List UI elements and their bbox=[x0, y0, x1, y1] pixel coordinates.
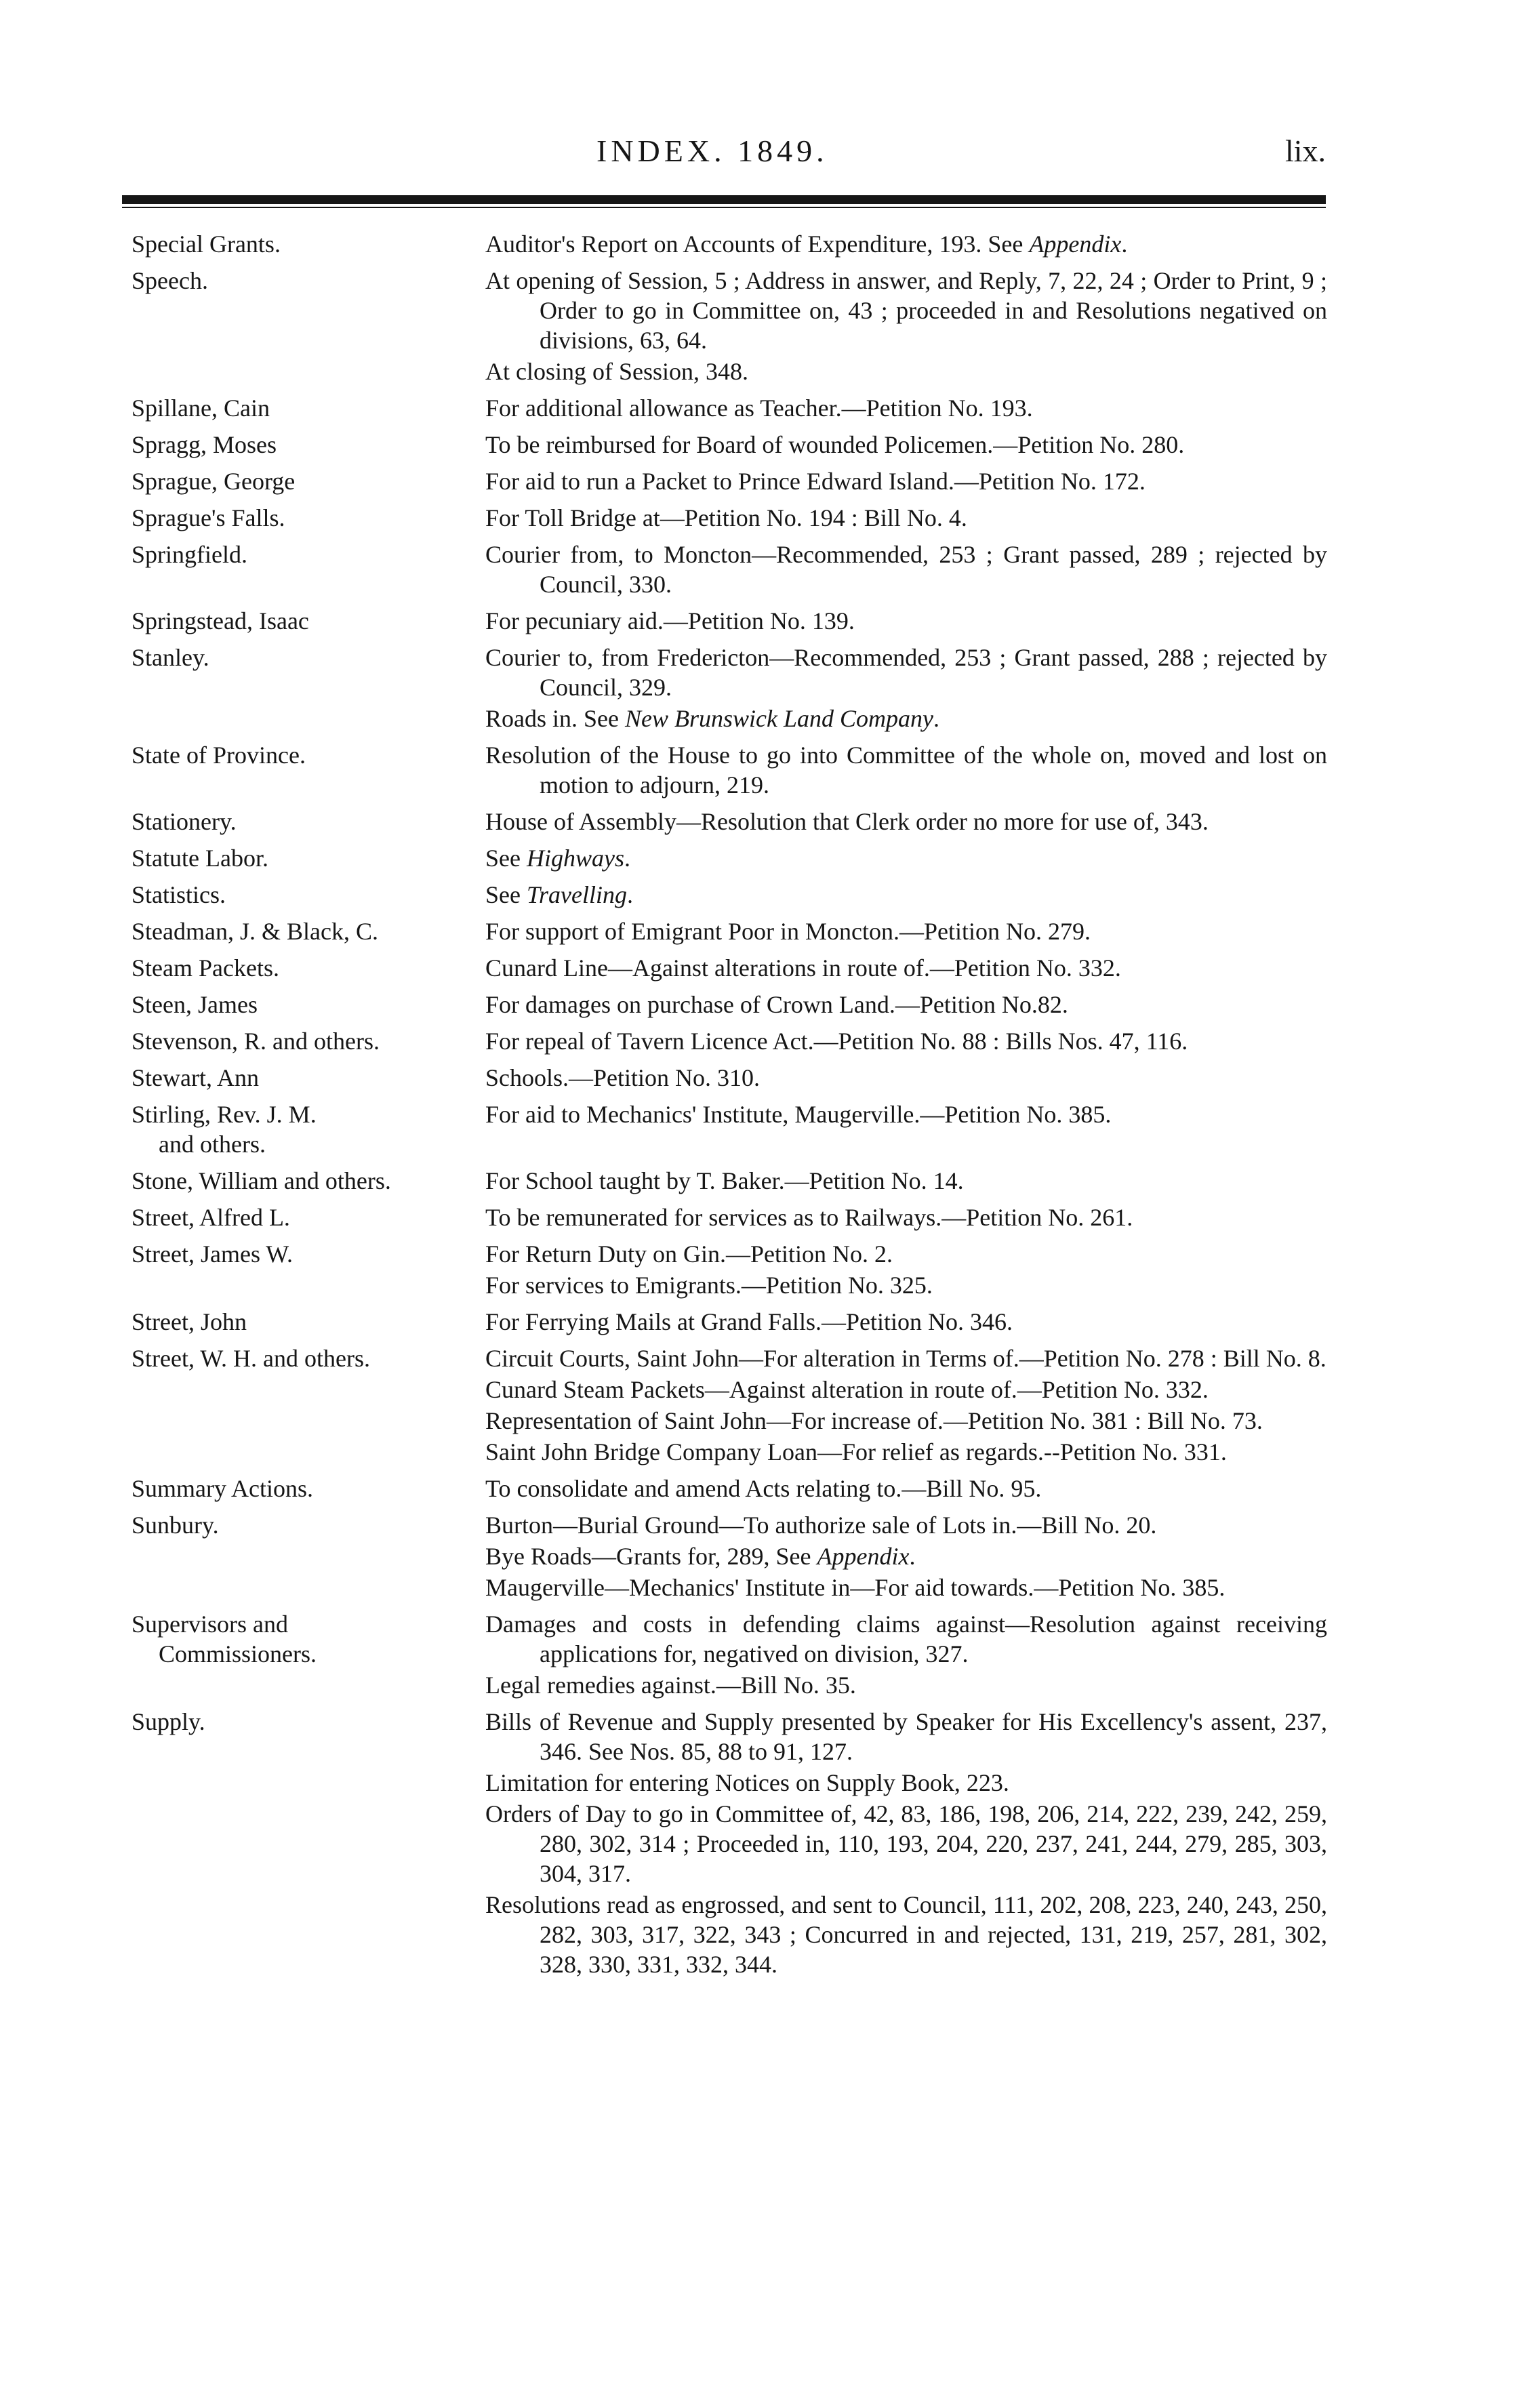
entry-description bbox=[485, 1239, 1327, 1300]
index-entry bbox=[127, 916, 1327, 946]
index-entry bbox=[127, 430, 1327, 460]
entry-line: Limitation for entering Notices on Supply Book, 223. bbox=[485, 1769, 1009, 1796]
index-entry bbox=[127, 1307, 1327, 1337]
entry-line: At opening of Session, 5 ; Address in answer, and Reply, 7, 22, 24 ; Order to Print, 9 ; Order to go in Committee on, 43 ; proceeded in and Resolutions negatived on divisions, 63, 64. bbox=[485, 267, 1327, 354]
index-entry bbox=[127, 740, 1327, 800]
index-entry bbox=[127, 540, 1327, 599]
entry-term-line: Stirling, Rev. J. M. bbox=[131, 1101, 317, 1128]
entry-description bbox=[485, 1510, 1327, 1602]
entry-line: For aid to run a Packet to Prince Edward Island.—Petition No. 172. bbox=[485, 468, 1146, 495]
entry-term: Summary Actions. bbox=[131, 1475, 313, 1502]
entry-description bbox=[485, 1202, 1327, 1232]
index-entry bbox=[127, 1166, 1327, 1196]
entry-term bbox=[127, 1609, 485, 1700]
entry-term: Statute Labor. bbox=[131, 845, 268, 872]
entry-description bbox=[485, 1707, 1327, 1979]
page-number: lix. bbox=[1284, 134, 1326, 168]
entry-description bbox=[485, 843, 1327, 873]
index-entries bbox=[127, 229, 1327, 1986]
entry-term: State of Province. bbox=[131, 742, 306, 769]
index-entry bbox=[127, 466, 1327, 496]
index-entry bbox=[127, 1099, 1327, 1159]
entry-description bbox=[485, 807, 1327, 836]
entry-description bbox=[485, 466, 1327, 496]
index-entry bbox=[127, 1609, 1327, 1700]
index-entry bbox=[127, 1026, 1327, 1056]
entry-description bbox=[485, 1343, 1327, 1467]
entry-line: For Toll Bridge at—Petition No. 194 : Bill No. 4. bbox=[485, 504, 967, 531]
entry-term: Stewart, Ann bbox=[131, 1064, 259, 1091]
entry-line: For services to Emigrants.—Petition No. 325. bbox=[485, 1272, 933, 1299]
page-header bbox=[122, 133, 1326, 187]
entry-line: For Return Duty on Gin.—Petition No. 2. bbox=[485, 1240, 893, 1268]
index-entry bbox=[127, 1239, 1327, 1300]
index-entry bbox=[127, 880, 1327, 910]
entry-description bbox=[485, 1099, 1327, 1159]
entry-line: Saint John Bridge Company Loan—For relief as regards.--Petition No. 331. bbox=[485, 1438, 1227, 1465]
entry-term: Street, John bbox=[131, 1308, 247, 1335]
entry-description bbox=[485, 643, 1327, 733]
entry-description bbox=[485, 1474, 1327, 1503]
entry-description bbox=[485, 1166, 1327, 1196]
entry-term: Steadman, J. & Black, C. bbox=[131, 918, 378, 945]
index-entry bbox=[127, 229, 1327, 259]
entry-term: Springstead, Isaac bbox=[131, 607, 309, 634]
entry-line: At closing of Session, 348. bbox=[485, 358, 749, 385]
entry-description bbox=[485, 540, 1327, 599]
entry-term: Spragg, Moses bbox=[131, 431, 277, 458]
entry-description bbox=[485, 503, 1327, 533]
index-entry bbox=[127, 503, 1327, 533]
entry-term-continued: and others. bbox=[159, 1131, 266, 1158]
index-entry bbox=[127, 606, 1327, 636]
entry-line: To consolidate and amend Acts relating to.—Bill No. 95. bbox=[485, 1475, 1042, 1502]
entry-line: Representation of Saint John—For increase of.—Petition No. 381 : Bill No. 73. bbox=[485, 1407, 1263, 1434]
entry-term: Street, James W. bbox=[131, 1240, 293, 1268]
entry-term bbox=[127, 1099, 485, 1159]
entry-line: Bye Roads—Grants for, 289, See Appendix. bbox=[485, 1543, 916, 1570]
entry-description bbox=[485, 606, 1327, 636]
entry-line: Auditor's Report on Accounts of Expenditure, 193. See Appendix. bbox=[485, 230, 1128, 258]
entry-line: For aid to Mechanics' Institute, Maugerville.—Petition No. 385. bbox=[485, 1101, 1112, 1128]
entry-line: Orders of Day to go in Committee of, 42, 83, 186, 198, 206, 214, 222, 239, 242, 259, 280, 302, 314 ; Proceeded in, 110, 193, 204, 220, 237, 241, 244, 279, 285, 303, 304, 317. bbox=[485, 1800, 1327, 1887]
entry-line: For School taught by T. Baker.—Petition No. 14. bbox=[485, 1167, 964, 1194]
index-entry bbox=[127, 807, 1327, 836]
entry-line: To be remunerated for services as to Railways.—Petition No. 261. bbox=[485, 1204, 1133, 1231]
entry-description bbox=[485, 393, 1327, 423]
entry-line: For pecuniary aid.—Petition No. 139. bbox=[485, 607, 855, 634]
index-entry bbox=[127, 843, 1327, 873]
entry-term: Stationery. bbox=[131, 808, 237, 835]
header-rule-thin bbox=[122, 207, 1326, 208]
entry-term: Stevenson, R. and others. bbox=[131, 1028, 380, 1055]
entry-term: Stanley. bbox=[131, 644, 209, 671]
index-entry bbox=[127, 1063, 1327, 1093]
entry-line: House of Assembly—Resolution that Clerk order no more for use of, 343. bbox=[485, 808, 1209, 835]
entry-line: Bills of Revenue and Supply presented by Speaker for His Excellency's assent, 237, 346. See Nos. 85, 88 to 91, 127. bbox=[485, 1708, 1327, 1765]
entry-description bbox=[485, 916, 1327, 946]
entry-line: Burton—Burial Ground—To authorize sale of Lots in.—Bill No. 20. bbox=[485, 1512, 1157, 1539]
entry-line: Cunard Line—Against alterations in route of.—Petition No. 332. bbox=[485, 954, 1121, 981]
entry-term: Sunbury. bbox=[131, 1512, 219, 1539]
entry-line: Resolution of the House to go into Committee of the whole on, moved and lost on motion to adjourn, 219. bbox=[485, 742, 1327, 798]
entry-line: Resolutions read as engrossed, and sent to Council, 111, 202, 208, 223, 240, 243, 250, 282, 303, 317, 322, 343 ; Concurred in and rejected, 131, 219, 257, 281, 302, 328, 330, 331, 332, 344. bbox=[485, 1891, 1327, 1978]
entry-description bbox=[485, 430, 1327, 460]
entry-line: Courier from, to Moncton—Recommended, 253 ; Grant passed, 289 ; rejected by Council, 330. bbox=[485, 541, 1327, 598]
entry-description bbox=[485, 1063, 1327, 1093]
entry-line: Circuit Courts, Saint John—For alteration in Terms of.—Petition No. 278 : Bill No. 8. bbox=[485, 1345, 1326, 1372]
entry-term: Sprague's Falls. bbox=[131, 504, 285, 531]
entry-term-line: Supervisors and bbox=[131, 1611, 288, 1638]
entry-term: Steen, James bbox=[131, 991, 258, 1018]
index-entry bbox=[127, 1474, 1327, 1503]
entry-line: Damages and costs in defending claims against—Resolution against receiving applications for, negatived on division, 327. bbox=[485, 1611, 1327, 1667]
entry-term: Sprague, George bbox=[131, 468, 296, 495]
entry-term: Statistics. bbox=[131, 881, 226, 908]
entry-description bbox=[485, 953, 1327, 983]
entry-term: Stone, William and others. bbox=[131, 1167, 391, 1194]
entry-line: Roads in. See New Brunswick Land Company. bbox=[485, 705, 939, 732]
entry-line: Schools.—Petition No. 310. bbox=[485, 1064, 761, 1091]
index-entry bbox=[127, 990, 1327, 1019]
entry-description bbox=[485, 880, 1327, 910]
entry-term: Supply. bbox=[131, 1708, 205, 1735]
entry-line: For repeal of Tavern Licence Act.—Petition No. 88 : Bills Nos. 47, 116. bbox=[485, 1028, 1188, 1055]
entry-line: For Ferrying Mails at Grand Falls.—Petition No. 346. bbox=[485, 1308, 1013, 1335]
entry-line: Courier to, from Fredericton—Recommended, 253 ; Grant passed, 288 ; rejected by Council, 329. bbox=[485, 644, 1327, 701]
entry-description bbox=[485, 1609, 1327, 1700]
entry-line: For support of Emigrant Poor in Moncton.—Petition No. 279. bbox=[485, 918, 1091, 945]
entry-description bbox=[485, 1026, 1327, 1056]
entry-line: For additional allowance as Teacher.—Petition No. 193. bbox=[485, 394, 1033, 422]
entry-line: See Travelling. bbox=[485, 881, 633, 908]
header-rule bbox=[122, 195, 1326, 204]
entry-term-continued: Commissioners. bbox=[159, 1640, 317, 1667]
entry-line: Cunard Steam Packets—Against alteration in route of.—Petition No. 332. bbox=[485, 1376, 1209, 1403]
entry-term: Street, W. H. and others. bbox=[131, 1345, 370, 1372]
entry-line: For damages on purchase of Crown Land.—Petition No.82. bbox=[485, 991, 1068, 1018]
entry-term: Spillane, Cain bbox=[131, 394, 270, 422]
entry-description bbox=[485, 740, 1327, 800]
entry-line: See Highways. bbox=[485, 845, 630, 872]
page-title: INDEX. 1849. bbox=[596, 134, 828, 168]
entry-description bbox=[485, 1307, 1327, 1337]
index-entry bbox=[127, 643, 1327, 733]
entry-term: Special Grants. bbox=[131, 230, 281, 258]
entry-description bbox=[485, 990, 1327, 1019]
index-entry bbox=[127, 1707, 1327, 1979]
index-entry bbox=[127, 1202, 1327, 1232]
index-entry bbox=[127, 953, 1327, 983]
index-entry bbox=[127, 1510, 1327, 1602]
entry-description bbox=[485, 266, 1327, 386]
index-entry bbox=[127, 266, 1327, 386]
index-entry bbox=[127, 393, 1327, 423]
entry-description bbox=[485, 229, 1327, 259]
entry-line: Maugerville—Mechanics' Institute in—For aid towards.—Petition No. 385. bbox=[485, 1574, 1225, 1601]
entry-term: Street, Alfred L. bbox=[131, 1204, 290, 1231]
entry-term: Steam Packets. bbox=[131, 954, 279, 981]
entry-term: Springfield. bbox=[131, 541, 247, 568]
entry-term: Speech. bbox=[131, 267, 208, 294]
index-entry bbox=[127, 1343, 1327, 1467]
entry-line: Legal remedies against.—Bill No. 35. bbox=[485, 1672, 856, 1699]
entry-line: To be reimbursed for Board of wounded Policemen.—Petition No. 280. bbox=[485, 431, 1185, 458]
